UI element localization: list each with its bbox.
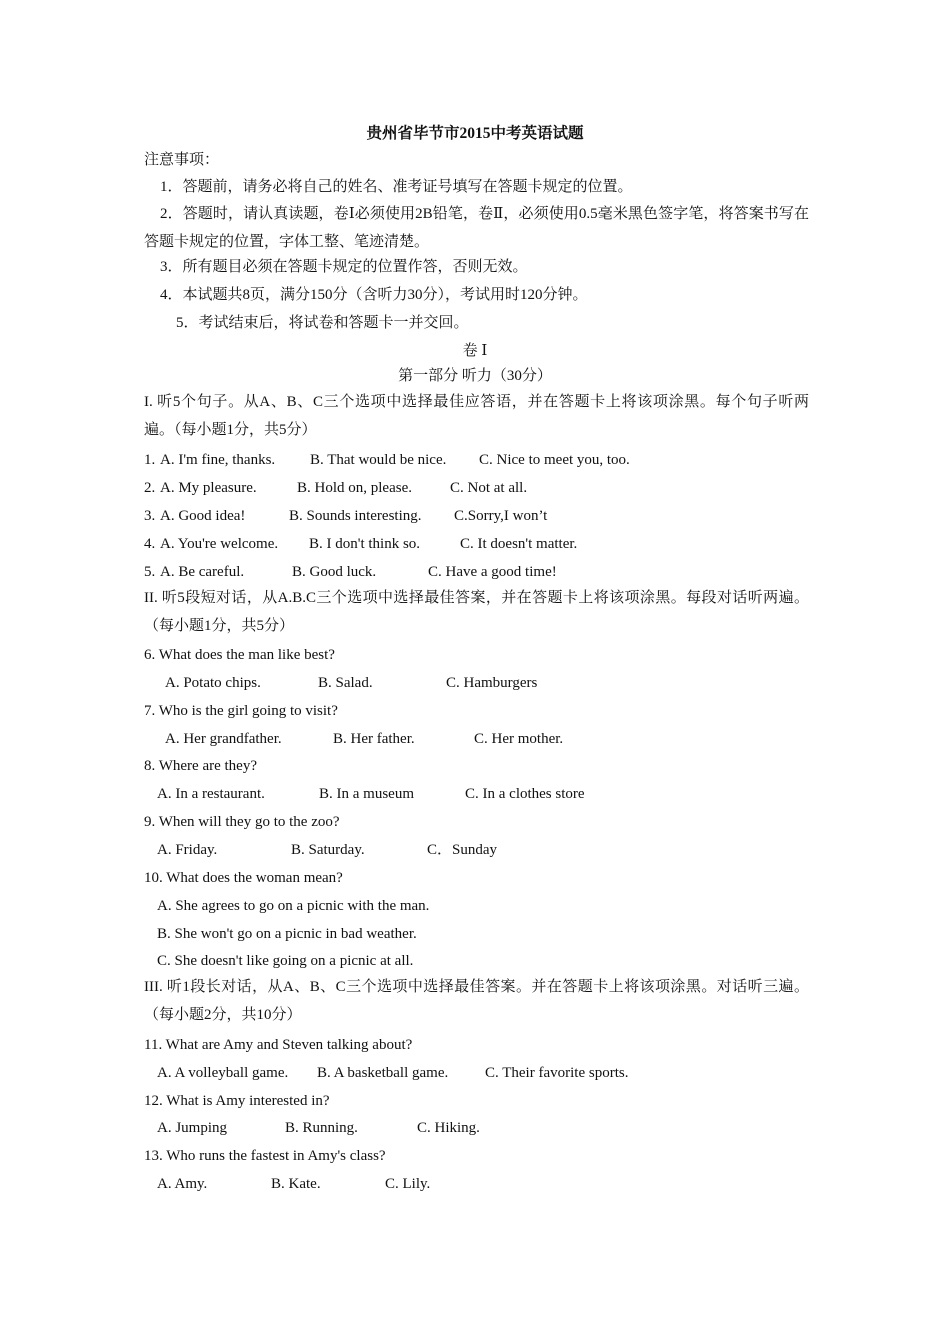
section3-question-13: 13. Who runs the fastest in Amy's class? <box>144 1148 386 1164</box>
question-number: 3. <box>144 508 156 524</box>
option-a: A. A volleyball game. <box>157 1065 289 1081</box>
notice-item-2: 2．答题时，请认真读题，卷Ⅰ必须使用2B铅笔，卷Ⅱ，必须使用0.5毫米黑色签字笔，将答案书写在答题卡规定的位置，字体工整、笔迹清楚。 <box>144 206 809 250</box>
option-c: C. Hiking. <box>417 1120 480 1136</box>
option-c: C. Her mother. <box>474 731 564 747</box>
option-a: A. I'm fine, thanks. <box>160 452 276 468</box>
section2-question-6: 6. What does the man like best? <box>144 647 335 663</box>
option-c: C. Lily. <box>385 1176 431 1192</box>
option-b: B. I don't think so. <box>309 536 421 552</box>
option-b: B. Sounds interesting. <box>289 508 422 524</box>
notice-heading: 注意事项： <box>144 152 220 168</box>
option-b: B. In a museum <box>319 786 414 802</box>
option-b: B. That would be nice. <box>310 452 447 468</box>
option-a: A. Jumping <box>157 1120 228 1136</box>
option-c: C. It doesn't matter. <box>460 536 578 552</box>
question-number: 1. <box>144 452 156 468</box>
option-b: B. Her father. <box>333 731 415 747</box>
section2-question-8: 8. Where are they? <box>144 758 257 774</box>
section2-instruction: II. 听5段短对话，从A.B.C三个选项中选择最佳答案，并在答题卡上将该项涂黑。每段对话听两遍。（每小题1分，共5分） <box>144 590 809 634</box>
option-a: A. Be careful. <box>160 564 245 580</box>
notice-item-3: 3．所有题目必须在答题卡规定的位置作答，否则无效。 <box>160 259 528 275</box>
section3-question-11: 11. What are Amy and Steven talking about? <box>144 1037 413 1053</box>
option-b: B. Running. <box>285 1120 358 1136</box>
option-a: A. You're welcome. <box>160 536 279 552</box>
option-b: B. A basketball game. <box>317 1065 449 1081</box>
option-b: B. Good luck. <box>292 564 377 580</box>
option-a: A. She agrees to go on a picnic with the man. <box>157 898 430 914</box>
option-c: C. Nice to meet you, too. <box>479 452 630 468</box>
part-heading: 第一部分 听力（30分） <box>398 368 552 384</box>
option-a: A. Amy. <box>157 1176 208 1192</box>
section2-question-10: 10. What does the woman mean? <box>144 870 343 886</box>
section2-question-7: 7. Who is the girl going to visit? <box>144 703 338 719</box>
option-a: A. In a restaurant. <box>157 786 265 802</box>
option-c: C. In a clothes store <box>465 786 585 802</box>
option-c: C. Their favorite sports. <box>485 1065 629 1081</box>
question-number: 2. <box>144 480 156 496</box>
option-c: C. Not at all. <box>450 480 528 496</box>
option-a: A. My pleasure. <box>160 480 257 496</box>
option-b: B. Saturday. <box>291 842 365 858</box>
section1-instruction: I. 听5个句子。从A、B、C三个选项中选择最佳应答语，并在答题卡上将该项涂黑。每个句子听两遍。（每小题1分，共5分） <box>144 394 809 438</box>
option-c: C. Have a good time! <box>428 564 557 580</box>
option-c: C．Sunday <box>427 842 498 858</box>
option-a: A. Friday. <box>157 842 218 858</box>
option-b: B. She won't go on a picnic in bad weather. <box>157 926 417 942</box>
page-title: 贵州省毕节市2015中考英语试题 <box>366 125 584 142</box>
section3-instruction: III. 听1段长对话，从A、B、C三个选项中选择最佳答案。并在答题卡上将该项涂黑。对话听三遍。（每小题2分，共10分） <box>144 979 809 1023</box>
section3-question-12: 12. What is Amy interested in? <box>144 1093 330 1109</box>
option-b: B. Hold on, please. <box>297 480 412 496</box>
option-a: A. Good idea! <box>160 508 246 524</box>
section2-question-9: 9. When will they go to the zoo? <box>144 814 340 830</box>
notice-item-1: 1．答题前，请务必将自己的姓名、准考证号填写在答题卡规定的位置。 <box>160 179 633 195</box>
question-number: 4. <box>144 536 156 552</box>
option-a: A. Potato chips. <box>165 675 261 691</box>
option-b: B. Kate. <box>271 1176 321 1192</box>
option-c: C. She doesn't like going on a picnic at all. <box>157 953 414 969</box>
option-c: C. Hamburgers <box>446 675 538 691</box>
notice-item-4: 4．本试题共8页，满分150分（含听力30分），考试用时120分钟。 <box>160 287 588 303</box>
option-c: C.Sorry,I won’t <box>454 508 548 524</box>
option-a: A. Her grandfather. <box>165 731 282 747</box>
notice-item-5: 5．考试结束后，将试卷和答题卡一并交回。 <box>176 315 469 331</box>
volume-heading: 卷 Ⅰ <box>462 343 488 359</box>
option-b: B. Salad. <box>318 675 373 691</box>
question-number: 5. <box>144 564 156 580</box>
